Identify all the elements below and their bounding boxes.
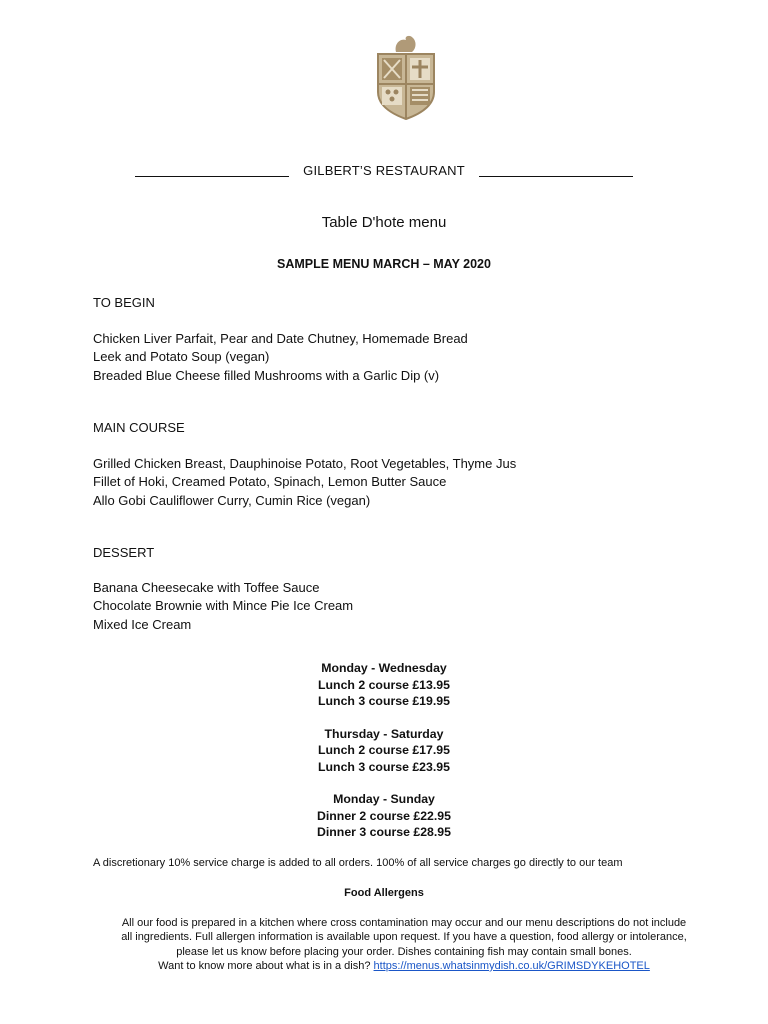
crest-logo <box>374 34 438 120</box>
section-heading-desserts: DESSERT <box>93 545 155 560</box>
menu-item: Allo Gobi Cauliflower Curry, Cumin Rice (vegan) <box>93 492 371 508</box>
allergens-line <box>60 959 748 973</box>
price-line: Lunch 3 course £19.95 <box>318 694 450 708</box>
header-left-rule <box>135 176 289 177</box>
whatsinmydish-link[interactable]: https://menus.whatsinmydish.co.uk/GRIMSDYKEHOTEL <box>373 959 650 972</box>
menu-title: Table D'hote menu <box>321 214 447 231</box>
menu-item: Mixed Ice Cream <box>93 616 192 632</box>
section-heading-mains: MAIN COURSE <box>93 420 185 435</box>
starters-list <box>93 330 468 385</box>
menu-item: Grilled Chicken Breast, Dauphinoise Potato, Root Vegetables, Thyme Jus <box>93 456 517 471</box>
price-days: Monday - Wednesday <box>321 661 447 675</box>
allergens-text <box>60 916 748 973</box>
menu-item: Chicken Liver Parfait, Pear and Date Chutney, Homemade Bread <box>93 331 468 346</box>
menu-item: Breaded Blue Cheese filled Mushrooms with a Garlic Dip (v) <box>93 367 440 383</box>
menu-item: Fillet of Hoki, Creamed Potato, Spinach, Lemon Butter Sauce <box>93 474 447 490</box>
menu-subtitle: SAMPLE MENU MARCH – MAY 2020 <box>277 257 491 271</box>
price-line: Dinner 2 course £22.95 <box>317 808 451 823</box>
menu-item: Chocolate Brownie with Mince Pie Ice Cream <box>93 598 354 614</box>
restaurant-header <box>0 163 768 178</box>
service-charge-note: A discretionary 10% service charge is added to all orders. 100% of all service charges go directly to our team <box>93 857 623 869</box>
menu-item: Banana Cheesecake with Toffee Sauce <box>93 580 320 595</box>
price-days: Thursday - Saturday <box>324 726 444 741</box>
restaurant-name: GILBERT’S RESTAURANT <box>303 163 465 178</box>
desserts-list <box>93 579 353 634</box>
price-line: Lunch 3 course £23.95 <box>318 759 450 774</box>
allergens-link-prefix: Want to know more about what is in a dish? <box>158 959 371 972</box>
allergens-heading: Food Allergens <box>344 887 424 899</box>
header-right-rule <box>479 176 633 177</box>
price-list <box>0 660 768 857</box>
menu-item: Leek and Potato Soup (vegan) <box>93 349 270 365</box>
price-group <box>0 726 768 776</box>
allergens-line: please let us know before placing your order. Dishes containing fish may contain small bones. <box>176 945 632 958</box>
section-heading-starters: TO BEGIN <box>93 295 155 310</box>
price-line: Lunch 2 course £13.95 <box>318 677 450 692</box>
price-group <box>0 791 768 841</box>
price-group <box>0 660 768 710</box>
price-days: Monday - Sunday <box>333 792 435 806</box>
allergens-line: All our food is prepared in a kitchen where cross contamination may occur and our menu descriptions do not include <box>121 917 687 929</box>
price-line: Lunch 2 course £17.95 <box>318 743 450 757</box>
mains-list <box>93 455 516 510</box>
allergens-line: all ingredients. Full allergen information is available upon request. If you have a question, food allergy or intolerance, <box>121 931 687 944</box>
price-line: Dinner 3 course £28.95 <box>317 825 451 839</box>
